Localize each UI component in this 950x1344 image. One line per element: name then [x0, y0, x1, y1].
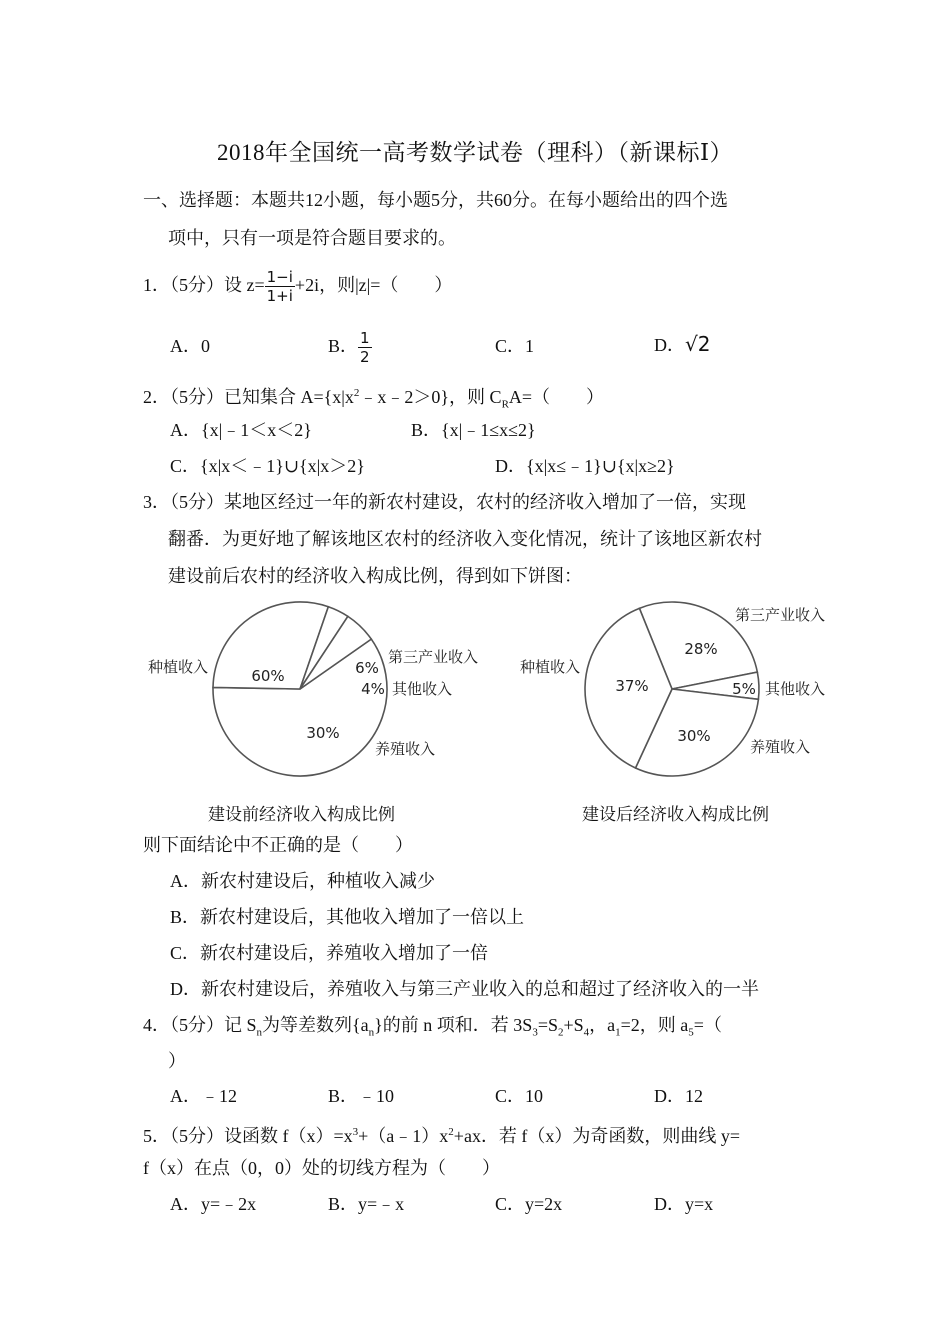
- pie-category-label-1-2: 其他收入: [765, 680, 826, 698]
- q4-option-a[interactable]: A．﹣12: [170, 1086, 237, 1106]
- q4-t5: +S: [563, 1015, 584, 1035]
- q4-t7: =2，则 a: [620, 1015, 689, 1035]
- pie-value-label-1-3: 30%: [677, 727, 711, 745]
- question-3-cont2: 建设前后农村的经济收入构成比例，得到如下饼图：: [168, 566, 582, 586]
- pie-category-label-0-3: 养殖收入: [375, 740, 436, 758]
- q5-t3: +ax．若 f（x）为奇函数，则曲线 y=: [453, 1126, 741, 1146]
- pie-category-label-1-1: 第三产业收入: [735, 606, 826, 624]
- question-3: 3．（5分）某地区经过一年的新农村建设，农村的经济收入增加了一倍，实现: [143, 492, 746, 512]
- q2-option-d[interactable]: D．{x|x≤﹣1}∪{x|x≥2}: [495, 456, 675, 476]
- q2-stem-sub: R: [501, 398, 509, 411]
- q3-option-b[interactable]: B．新农村建设后，其他收入增加了一倍以上: [170, 907, 525, 927]
- q4-t2: 为等差数列{a: [262, 1015, 369, 1035]
- pie-category-label-0-1: 第三产业收入: [388, 648, 479, 666]
- q4-option-d[interactable]: D．12: [654, 1086, 703, 1106]
- q5-option-c[interactable]: C．y=2x: [495, 1194, 563, 1214]
- question-3-cont1: 翻番．为更好地了解该地区农村的经济收入变化情况，统计了该地区新农村: [168, 529, 762, 549]
- question-3-prompt: 则下面结论中不正确的是（ ）: [143, 835, 413, 855]
- section-heading: 一、选择题：本题共12小题，每小题5分，共60分。在每小题给出的四个选: [143, 190, 728, 210]
- q5-option-a[interactable]: A．y=﹣2x: [170, 1194, 257, 1214]
- q5-p1: 3: [352, 1126, 359, 1138]
- q1-option-b-fraction: [358, 329, 372, 366]
- pie-charts: [0, 600, 950, 840]
- pie-category-label-1-0: 种植收入: [520, 658, 581, 676]
- q2-option-c[interactable]: C．{x|x＜﹣1}∪{x|x＞2}: [170, 456, 365, 476]
- q4-s4: 2: [557, 1026, 564, 1039]
- q4-s1: n: [256, 1026, 263, 1039]
- q4-option-c[interactable]: C．10: [495, 1086, 544, 1106]
- q1-option-a[interactable]: A．0: [170, 336, 210, 356]
- question-5: [143, 1120, 740, 1148]
- q3-option-d[interactable]: D．新农村建设后，养殖收入与第三产业收入的总和超过了经济收入的一半: [170, 979, 759, 999]
- q2-stem-c: A=（ ）: [508, 387, 605, 407]
- q1-option-d-label: D．: [654, 335, 685, 355]
- q1-option-d[interactable]: [654, 332, 710, 357]
- pie-category-label-0-0: 种植收入: [148, 658, 209, 676]
- q2-stem-sup: 2: [353, 387, 360, 399]
- q5-t2: +（a﹣1）x: [358, 1126, 449, 1146]
- pie-value-label-0-3: 30%: [306, 724, 340, 742]
- q1-option-c[interactable]: C．1: [495, 336, 535, 356]
- q5-option-d[interactable]: D．y=x: [654, 1194, 714, 1214]
- q4-s7: 5: [688, 1026, 694, 1039]
- q1-frac-num: 1−i: [266, 268, 293, 287]
- q4-t1: 4．（5分）记 S: [143, 1015, 257, 1035]
- question-5-cont: f（x）在点（0，0）处的切线方程为（ ）: [143, 1158, 500, 1178]
- chart-caption-before: 建设前经济收入构成比例: [208, 805, 395, 825]
- q2-stem-a: 2．（5分）已知集合 A={x|x: [143, 387, 354, 407]
- pie-value-label-1-1: 28%: [684, 640, 718, 658]
- question-4-cont: ）: [168, 1051, 186, 1071]
- q4-s6: 1: [615, 1026, 621, 1039]
- q1-frac-den: 1+i: [266, 287, 293, 306]
- q5-option-b[interactable]: B．y=﹣x: [328, 1194, 405, 1214]
- q2-option-a[interactable]: A．{x|﹣1＜x＜2}: [170, 420, 312, 440]
- q1-option-b-num: 1: [360, 329, 370, 348]
- q1-option-b-den: 2: [360, 348, 370, 367]
- q3-option-c[interactable]: C．新农村建设后，养殖收入增加了一倍: [170, 943, 489, 963]
- q1-option-b-label: B．: [328, 336, 359, 356]
- q2-stem-b: ﹣x﹣2＞0}，则 C: [359, 387, 502, 407]
- q4-t3: }的前 n 项和．若 3S: [374, 1015, 533, 1035]
- question-2: [143, 381, 604, 417]
- q2-option-b[interactable]: B．{x|﹣1≤x≤2}: [411, 420, 536, 440]
- pie-value-label-1-2: 5%: [732, 680, 756, 698]
- question-1: [143, 266, 452, 305]
- pie-category-label-0-2: 其他收入: [392, 680, 453, 698]
- q4-s5: 4: [583, 1026, 590, 1039]
- q4-s2: n: [368, 1026, 375, 1039]
- q5-p2: 2: [448, 1126, 454, 1138]
- page-title: 2018年全国统一高考数学试卷（理科）（新课标Ⅰ）: [216, 140, 734, 165]
- question-4: [143, 1013, 722, 1045]
- pie-category-label-1-3: 养殖收入: [750, 738, 811, 756]
- q4-s3: 3: [532, 1026, 538, 1039]
- q4-t8: =（: [693, 1015, 722, 1035]
- q4-t4: =S: [537, 1015, 558, 1035]
- q4-t6: ，a: [589, 1015, 616, 1035]
- pie-value-label-0-1: 6%: [355, 659, 379, 677]
- q1-option-d-value: √2: [685, 332, 711, 356]
- pie-value-label-0-2: 4%: [361, 680, 385, 698]
- pie-value-label-0-0: 60%: [251, 667, 285, 685]
- q1-option-b[interactable]: [328, 326, 372, 366]
- section-heading-cont: 项中，只有一项是符合题目要求的。: [168, 228, 456, 248]
- pie-value-label-1-0: 37%: [615, 677, 649, 695]
- q1-fraction: [265, 268, 295, 305]
- chart-caption-after: 建设后经济收入构成比例: [582, 805, 769, 825]
- q1-suffix: +2i，则|z|=（ ）: [294, 275, 453, 295]
- q1-prefix: 1．（5分）设 z=: [143, 275, 265, 295]
- q4-option-b[interactable]: B．﹣10: [328, 1086, 395, 1106]
- q3-option-a[interactable]: A．新农村建设后，种植收入减少: [170, 871, 435, 891]
- q5-t1: 5．（5分）设函数 f（x）=x: [143, 1126, 353, 1146]
